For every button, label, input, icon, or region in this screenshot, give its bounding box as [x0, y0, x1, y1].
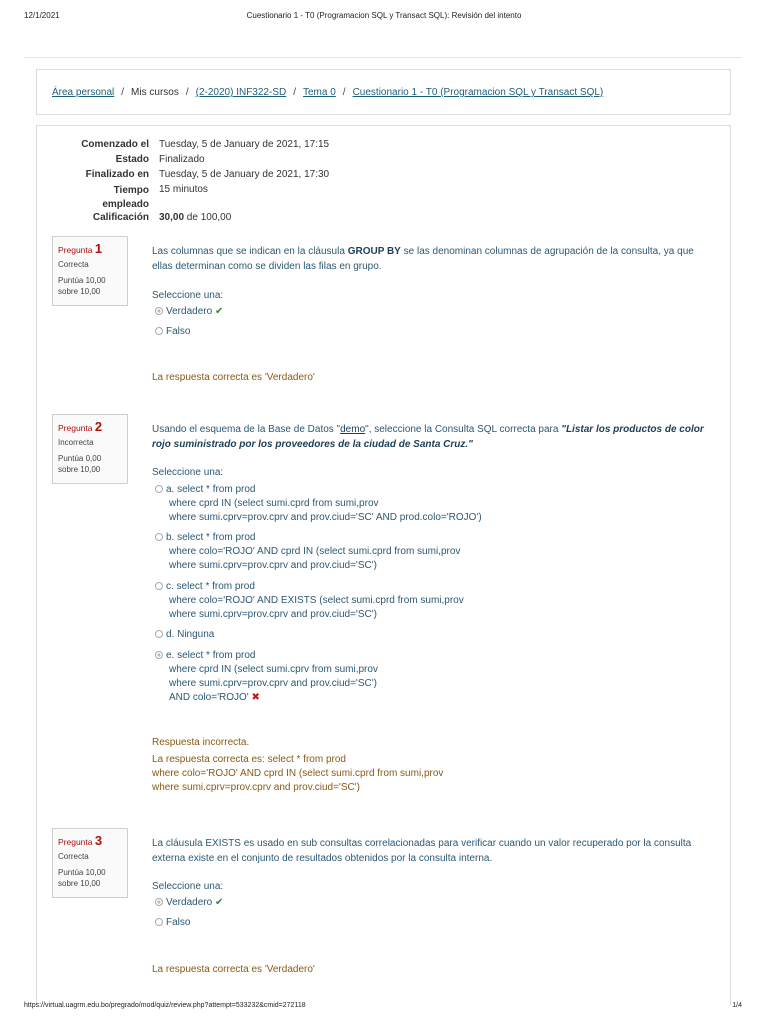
question-grade: Puntúa 0,00 sobre 10,00 — [58, 454, 102, 474]
question-number: Pregunta 3 — [58, 833, 103, 848]
print-date: 12/1/2021 — [24, 11, 60, 20]
breadcrumb-box — [36, 69, 731, 115]
question-2-option-b[interactable]: b. select * from prod where colo='ROJO' AND cprd IN (select sumi.cprd from sumi,prov where sumi.cprv=prov.cprv and prov.ciud='SC') — [155, 531, 460, 573]
finished-value: Tuesday, 5 de January de 2021, 17:30 — [159, 169, 330, 180]
question-2-option-a[interactable]: a. select * from prod where cprd IN (select sumi.cprd from sumi,prov where sumi.cprv=prov.cprv and prov.ciud='SC' AND prod.colo='ROJO') — [155, 483, 482, 525]
question-2-option-c[interactable]: c. select * from prod where colo='ROJO' AND EXISTS (select sumi.cprd from sumi,prov where sumi.cprv=prov.cprv and prov.ciud='SC') — [155, 580, 464, 622]
breadcrumb-area-personal[interactable]: Área personal — [52, 87, 115, 98]
question-3-prompt: Seleccione una: — [152, 881, 224, 892]
question-1-option-true[interactable]: Verdadero ✔ — [155, 305, 223, 319]
question-1-text: Las columnas que se indican en la cláusula GROUP BY se las denominan columnas de agrupación de la consulta, ya que ellas determinan como se dividen las filas en grupo. — [152, 246, 694, 272]
divider — [24, 57, 742, 58]
question-2-text: Usando el esquema de la Base de Datos "demo", seleccione la Consulta SQL correcta para "Listar los productos de color rojo suministrado por los proveedores de la ciudad de Santa Cruz." — [152, 424, 704, 450]
question-2-option-e[interactable]: e. select * from prod where cprd IN (select sumi.cprv from sumi,prov where sumi.cprv=prov.cprv and prov.ciud='SC') AND colo='ROJO' ✖ — [155, 649, 378, 705]
question-grade: Puntúa 10,00 sobre 10,00 — [58, 868, 106, 888]
radio-selected-icon — [155, 651, 163, 659]
print-url: https://virtual.uagrm.edu.bo/pregrado/mod/quiz/review.php?attempt=533232&cmid=272118 — [24, 1002, 306, 1009]
time-label: Tiempo empleado — [102, 185, 149, 210]
radio-icon — [155, 918, 163, 926]
question-3-feedback: La respuesta correcta es 'Verdadero' — [152, 964, 315, 975]
breadcrumb-mis-cursos: Mis cursos — [131, 87, 179, 98]
question-3-option-false[interactable]: Falso — [155, 916, 190, 930]
state-label: Estado — [115, 154, 149, 165]
question-3-info — [52, 828, 128, 898]
question-number: Pregunta 1 — [58, 241, 103, 256]
radio-icon — [155, 582, 163, 590]
radio-selected-icon — [155, 898, 163, 906]
question-2-info — [52, 414, 128, 484]
time-value: 15 minutos — [159, 184, 208, 195]
incorrect-cross-icon: ✖ — [251, 692, 260, 703]
radio-icon — [155, 533, 163, 541]
question-state: Incorrecta — [58, 438, 94, 447]
question-1-feedback: La respuesta correcta es 'Verdadero' — [152, 372, 315, 383]
breadcrumb-quiz[interactable]: Cuestionario 1 - T0 (Programacion SQL y Transact SQL) — [352, 87, 604, 98]
quiz-review-content — [36, 125, 731, 1005]
grade-label: Calificación — [92, 212, 149, 223]
question-2-option-d[interactable]: d. Ninguna — [155, 628, 214, 642]
correct-check-icon: ✔ — [214, 897, 224, 908]
breadcrumb-separator: / — [293, 87, 296, 98]
question-3-option-true[interactable]: Verdadero ✔ — [155, 896, 223, 910]
breadcrumb-separator: / — [121, 87, 125, 98]
breadcrumb-course[interactable]: (2-2020) INF322-SD — [195, 87, 287, 98]
print-title: Cuestionario 1 - T0 (Programacion SQL y Transact SQL): Revisión del intento — [246, 11, 522, 20]
radio-icon — [155, 327, 163, 335]
print-footer — [0, 1002, 768, 1014]
radio-icon — [155, 485, 163, 493]
radio-selected-icon — [155, 307, 163, 315]
print-page-number: 1/4 — [732, 1002, 742, 1009]
started-value: Tuesday, 5 de January de 2021, 17:15 — [159, 139, 330, 150]
question-state: Correcta — [58, 260, 89, 269]
demo-link[interactable]: demo — [340, 424, 366, 435]
question-1-prompt: Seleccione una: — [152, 290, 224, 301]
radio-icon — [155, 630, 163, 638]
question-number: Pregunta 2 — [58, 419, 103, 434]
question-1-option-false[interactable]: Falso — [155, 325, 190, 339]
breadcrumb — [52, 87, 603, 98]
question-grade: Puntúa 10,00 sobre 10,00 — [58, 276, 106, 296]
print-header — [0, 11, 768, 23]
question-2-prompt: Seleccione una: — [152, 467, 224, 478]
breadcrumb-separator: / — [342, 87, 346, 98]
state-value: Finalizado — [159, 154, 205, 165]
question-2-feedback: Respuesta incorrecta. La respuesta correcta es: select * from prod where colo='ROJO' AND cprd IN (select sumi.cprd from sumi,prov where sumi.cprv=prov.cprv and prov.ciud='SC') — [152, 737, 444, 793]
question-state: Correcta — [58, 852, 89, 861]
correct-check-icon: ✔ — [214, 306, 224, 317]
started-label: Comenzado el — [81, 139, 149, 150]
grade-value: 30,00 de 100,00 — [159, 212, 232, 223]
breadcrumb-separator: / — [185, 87, 189, 98]
finished-label: Finalizado en — [85, 169, 149, 180]
question-1-info — [52, 236, 128, 306]
breadcrumb-topic[interactable]: Tema 0 — [303, 87, 336, 98]
question-3-text: La cláusula EXISTS es usado en sub consultas correlacionadas para verificar cuando un valor recuperado por la consulta externa existe en el conjunto de resultados obtenidos por la consulta interna. — [152, 838, 692, 864]
